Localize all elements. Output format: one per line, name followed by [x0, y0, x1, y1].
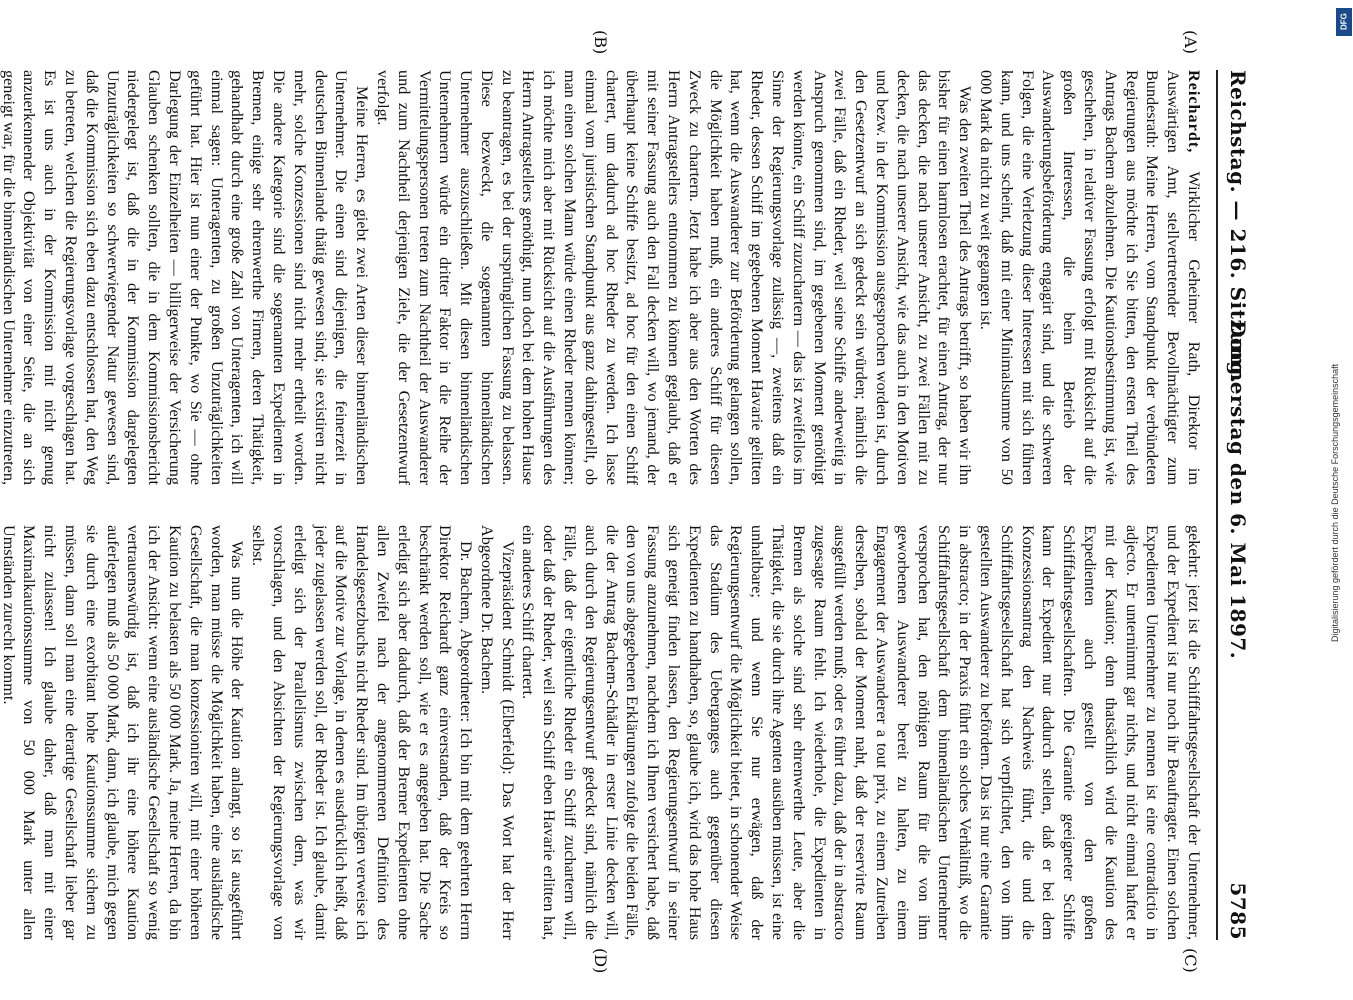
margin-letter-a: (A) [1181, 30, 1200, 55]
paragraph-text: Wirklicher Geheimer Rath, Direktor im Auswärtigen Amt, stellvertretender Bevollmächtigter zum Bundesrath: Meine Herren, vom Standpunkt der verbündeten Regierungen aus möchte ich Sie bitten, den ersten Theil des Antrags Bachem abzulehnen. Die Kautionsbestimmung ist, wie geschehen, in relativer Fassung erfolgt mit Rücksicht auf die großen Interessen, die beim Betrieb der Auswanderungsbeförderung engagirt sind, und die schweren Folgen, die eine Verletzung dieser Interessen mit sich führen kann, und uns scheint, daß mit einer Minimalsumme von 50 000 Mark da nicht zu weit gegangen ist. [977, 70, 1203, 485]
page-number: 5785 [1226, 882, 1250, 940]
header-left: Reichstag. — 216. Sitzung. [1226, 70, 1250, 384]
paragraph: Was den zweiten Theil des Antrags betrifft, so haben wir ihn bisher für einen harmlosen erachtet, für einen Antrag, der nur das decken, die nach unserer Ansicht, zu zwei Fällen mit zu decken, die nach unserer Ansicht, wie das auch in den Motiven und bezw. in der Kommission ausgesprochen worden ist, durch den Gesetzentwurf an sich gedeckt sein würden; nämlich die zwei Fälle, daß ein Rheder, weil seine Schiffe anderweitig in Anspruch genommen sind, im gegebenen Moment genöthigt werden könnte, ein Schiff zuzuchartern — das ist zweifellos im Sinne der Regierungsvorlage zulässig —, zweitens daß ein Rheder, dessen Schiff im gegebenen Moment Havarie gelitten hat, wenn die Auswanderer zur Beförderung gelangen sollen, die Möglichkeit haben muß, ein anderes Schiff für diesen Zweck zu chartern. Jetzt habe ich aber aus den Worten des Herrn Antragstellers entnommen zu können geglaubt, daß er mit seiner Fassung auch den Fall decken will, wo jemand, der überhaupt keine Schiffe besitzt, ad hoc für den einen Schiff chartert, um dadurch ad hoc Rheder zu werden. Ich lasse einmal vom juristischen Standpunkt aus ganz dahingestellt, ob man einen solchen Mann würde einen Rheder nennen können; ich möchte mich aber mit Rücksicht auf die Ausführungen des Herrn Antragstellers genöthigt, nun doch bei dem hohen Hause zu beantragen, es bei der ursprünglichen Fassung zu belassen. Diese bezweckt, die sogenannten binnenländischen Unternehmer auszuschließen. Mit diesen binnenländischen Unternehmern würde ein dritter Faktor in die Reihe der Vermittelungspersonen treten zum Nachtheil der Auswanderer und zum Nachtheil derjenigen Ziele, die der Gesetzentwurf verfolgt. [373, 70, 975, 485]
paragraph: Vizepräsident Schmidt (Elberfeld): Das Wort hat der Herr Abgeordnete Dr. Bachem. [477, 525, 517, 940]
paragraph: Meine Herren, es giebt zwei Arten dieser binnenländischen Unternehmer. Die einen sind diejenigen, die feinerzeit in deutschen Binnenlande thätig gewesen sind; sie existiren nicht mehr, solche Konzessionen sind nicht mehr ertheilt worden. Die andere Kategorie sind die sogenannten Expedienten in Bremen, einige sehr ehrenwerthe Firmen, deren Thätigkeit, gehandhabt durch eine große Zahl von Unteragenten, ich will einmal sagen: Unteragenten, zu großen Unzuträglichkeiten geführt hat. Hier ist nun einer der Punkte, wo Sie — ohne Darlegung der Einzelheiten — billigerweise der Versicherung Glauben schenken sollten, die in dem Kommissionsbericht niedergelegt ist, daß die in der Kommission dargelegten Unzuträglichkeiten so schwerwiegender Natur gewesen sind, daß die Kommission sich eben dazu entschlossen hat, den Weg zu betreten, welchen die Regierungsvorlage vorgeschlagen hat. Es ist uns auch in der Kommission mit nicht genug anzuerkennender Objektivität von einer Seite, die an sich geneigt war, für die binnenländischen Unternehmer einzutreten, [0, 70, 372, 485]
paragraph: Was nun die Höhe der Kaution anlangt, so ist ausgeführt worden, man müsse die Möglichkeit haben, eine ausländische Gesellschaft, die man konzessioniren will, mit einer höheren Kaution zu belasten als 50 000 Mark. Ja, meine Herren, da bin ich der Ansicht: wenn eine ausländische Gesellschaft so wenig vertrauenswürdig ist, daß ich ihr eine höhere Kaution auferlegen muß als 50 000 Mark, dann, ich glaube, mich gegen sie durch eine exorbitant hohe Kautionssumme sichern zu müssen, dann soll man eine derartige Gesellschaft lieber gar nicht zulassen! Ich glaube daher, daß man mit einer Maximalkautionssumme von 50 000 Mark unter allen Umständen zurecht kommt. [0, 525, 247, 940]
left-column [0, 70, 1204, 485]
margin-letter-d: (D) [591, 948, 610, 974]
digitization-credit: Digitalisierung gefördert durch die Deutsche Forschungsgemeinschaft [1330, 363, 1340, 642]
right-column [0, 525, 1204, 940]
page-header [1220, 70, 1260, 940]
header-rule [1216, 70, 1218, 940]
paragraph [975, 70, 1204, 485]
dfg-logo: DFG [1336, 8, 1352, 36]
margin-letter-c: (C) [1181, 948, 1200, 973]
paragraph: gekehrt: jetzt ist die Schifffahrtsgesellschaft der Unternehmer, und der Expedient ist nur noch ihr Beauftragter. Einen solchen Expedienten Unternehmer zu nennen ist eine contradictio in adjecto. Er unternimmt gar nichts, und nicht einmal haftet er mit der Kaution; denn thatsächlich wird die Kaution des Expedienten auch gestellt von den großen Schifffahrtsgesellschaften. Die Garantie geeigneter Schiffe kann der Expedient nur dadurch stellen, daß er bei dem Konzessionsantrag den Nachweis führt, die und die Schifffahrtsgesellschaft hat sich verpflichtet, den von ihm gestellten Auswanderer zu befördern. Das ist nur eine Garantie in abstracto; in der Praxis führt ein solches Verhältniß, wo die Schifffahrtsgesellschaft dem binnenländischen Unternehmer versprochen hat, den nöthigen Raum für die von ihm geworbenen Auswanderer bereit zu halten, zu einem Engagement der Auswanderer a tout prix, zu einem Zutreiben derselben, sobald der Moment naht, daß der reservirte Raum ausgefüllt werden muß; oder es führt dazu, daß der in abstracto zugesagte Raum fehlt. Ich wiederhole, die Expedienten in Bremen als solche sind sehr ehrenwerthe Leute, aber die Thätigkeit, die sie durch ihre Agenten ausüben müssen, ist eine unhaltbare; und wenn Sie nur erwägen, daß der Regierungsentwurf die Möglichkeit bietet, in schonender Weise das Stadium des Ueberganges auch gegenüber diesen Expedienten zu handhaben, so, glaube ich, wird das hohe Haus sich geneigt finden lassen, den Regierungsentwurf in seiner Fassung anzunehmen, nachdem ich Ihnen versichert habe, daß den von uns abgegebenen Erklärungen zufolge die beiden Fälle, die der Antrag Bachem-Schädler in erster Linie decken will, auch durch den Regierungsentwurf gedeckt sind, nämlich die Fälle, daß der eigentliche Rheder ein Schiff zuchartern will, oder daß der Rheder, weil sein Schiff eben Havarie erlitten hat, ein anderes Schiff chartert. [519, 525, 1203, 940]
speaker-name: Reichardt, [1185, 70, 1203, 154]
paragraph: Dr. Bachem, Abgeordneter: Ich bin mit dem geehrten Herrn Direktor Reichardt ganz einverstanden, daß der Kreis so beschränkt werden soll, wie er es angegeben hat. Die Sache erledigt sich aber dadurch, daß der Bremer Expedienten ohne allen Zweifel nach der angenommenen Definition des Handelsgesetzbuchs nicht Rheder sind. Im übrigen verweise ich auf die Motive zur Vorlage, in denen es ausdrücklich heißt, daß jeder zugelassen werden soll, der Rheder ist. Ich glaube, damit erledigt sich der Parallelismus zwischen dem, was wir vorschlagen, und den Absichten der Regierungsvorlage von selbst. [249, 525, 476, 940]
margin-letter-b: (B) [591, 30, 610, 55]
header-center: Donnerstag den 6. Mai 1897. [1226, 320, 1250, 660]
